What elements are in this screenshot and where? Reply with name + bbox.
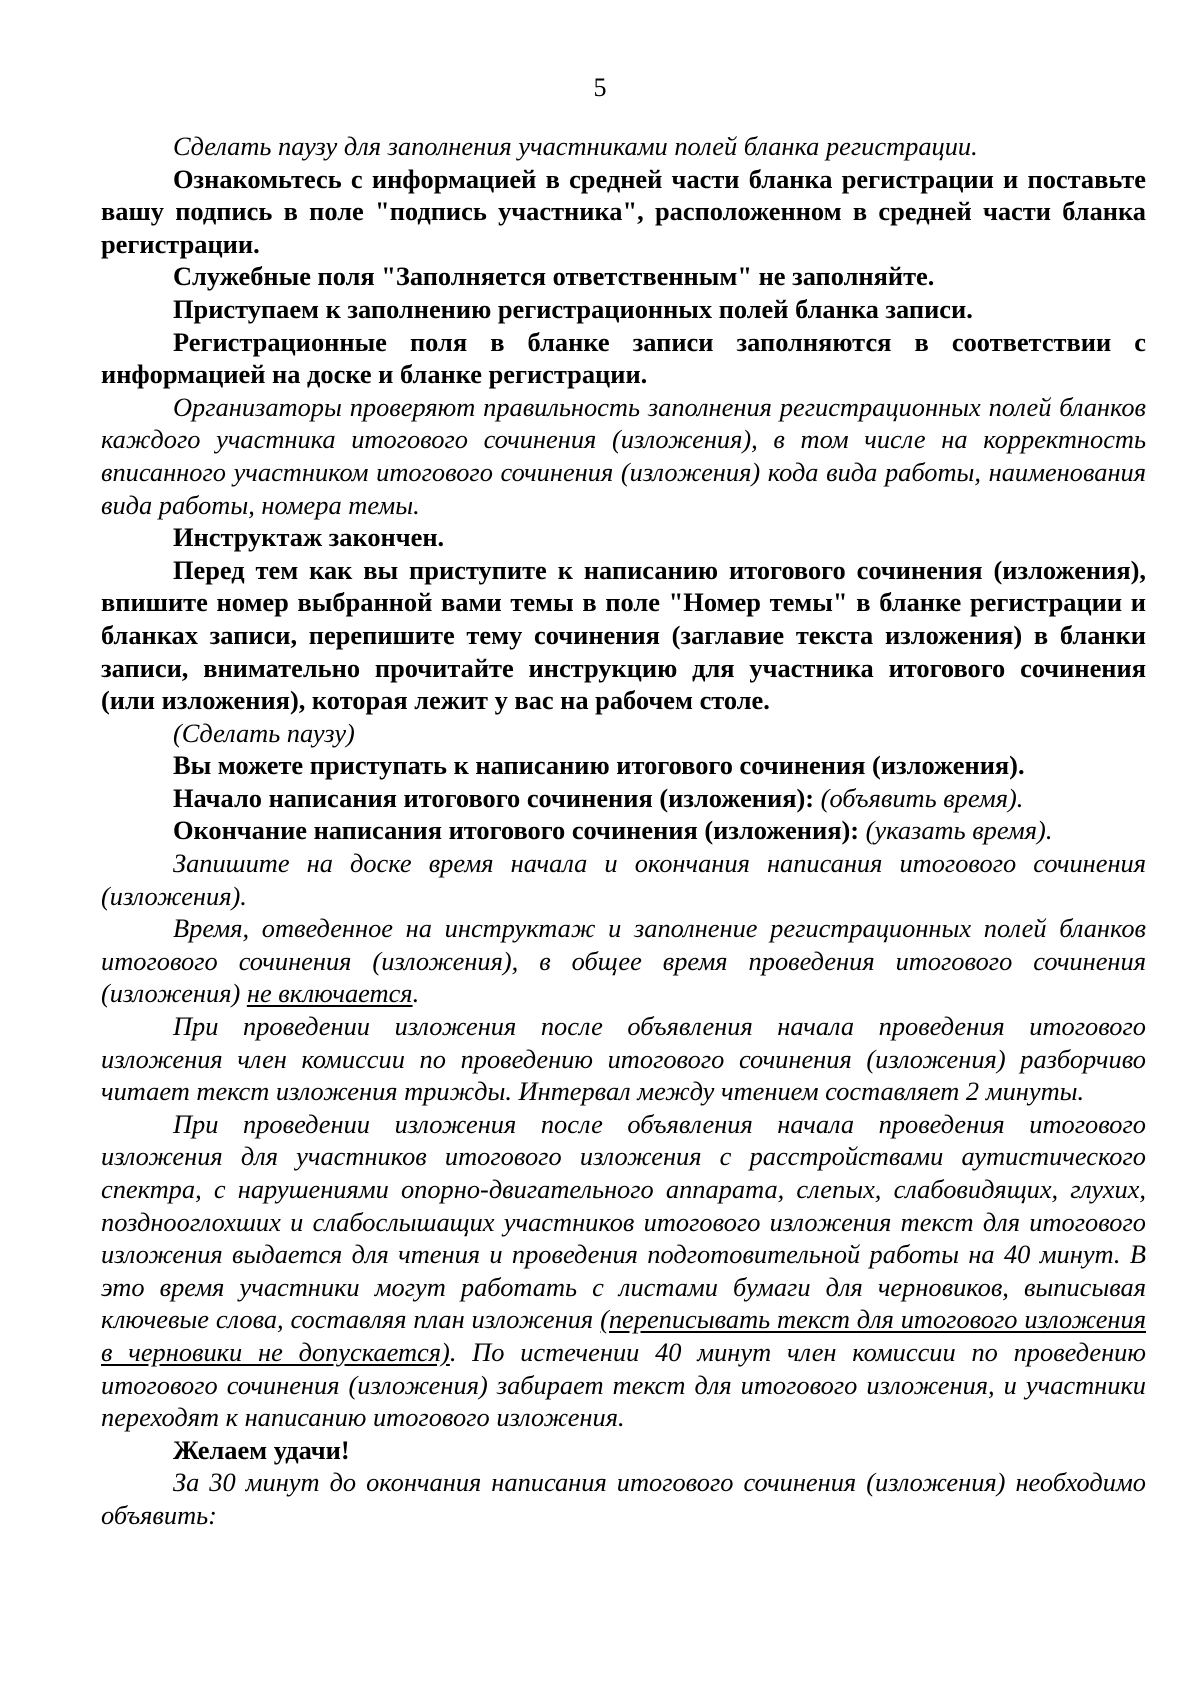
text-segment: Приступаем к заполнению регистрационных полей бланка записи. [173, 293, 973, 324]
paragraph [101, 293, 1146, 326]
paragraph [101, 1010, 1146, 1108]
text-segment: При проведении изложения после объявления начала проведения итогового изложения член комиссии по проведению итогового сочинения (изложения) разборчиво читает текст изложения трижды. Интервал между чтением составляет 2 минуты. [101, 1011, 1146, 1107]
paragraph [101, 326, 1146, 391]
paragraph [101, 1108, 1146, 1434]
text-segment: За 30 минут до окончания написания итогового сочинения (изложения) необходимо объявить: [101, 1467, 1146, 1530]
document-body [101, 130, 1146, 1532]
paragraph [101, 782, 1146, 815]
paragraph [101, 1434, 1146, 1467]
page-number: 5 [593, 73, 607, 102]
text-segment: Перед тем как вы приступите к написанию итогового сочинения (изложения), впишите номер выбранной вами темы в поле "Номер темы" в бланке регистрации и бланках записи, перепишите тему сочинения (заглавие текста изложения) в бланки записи, внимательно прочитайте инструкцию для участника итогового сочинения (или изложения), которая лежит у вас на рабочем столе. [101, 554, 1146, 716]
paragraph [101, 912, 1146, 1010]
text-segment: . По истечении 40 минут член комиссии по проведению итогового сочинения (изложения) забирает текст для итогового изложения, и участники переходят к написанию итогового изложения. [101, 1336, 1146, 1433]
text-segment: Окончание написания итогового сочинения (изложения): [173, 815, 866, 846]
paragraph [101, 554, 1146, 717]
text-segment: Инструктаж закончен. [173, 522, 445, 553]
text-segment: Ознакомьтесь с информацией в средней части бланка регистрации и поставьте вашу подпись в поле "подпись участника", расположенном в средней части бланка регистрации. [101, 163, 1146, 259]
text-segment: Время, отведенное на инструктаж и заполнение регистрационных полей бланков итогового сочинения (изложения), в общее время проведения итогового сочинения (изложения) [101, 913, 1146, 1009]
text-segment: (объявить время). [820, 782, 1024, 813]
underlined-text: не включается [246, 978, 413, 1009]
text-segment: (указать время). [865, 815, 1053, 846]
paragraph [101, 847, 1146, 912]
text-segment: Сделать паузу для заполнения участниками полей бланка регистрации. [173, 131, 978, 161]
paragraph [101, 749, 1146, 782]
paragraph [101, 163, 1146, 261]
paragraph [101, 521, 1146, 554]
paragraph [101, 814, 1146, 847]
text-segment: . [412, 978, 420, 1009]
text-segment: Вы можете приступать к написанию итогового сочинения (изложения). [173, 750, 1025, 781]
text-segment: Регистрационные поля в бланке записи заполняются в соответствии с информацией на доске и бланке регистрации. [101, 326, 1146, 390]
text-segment: Начало написания итогового сочинения (изложения): [173, 782, 821, 813]
text-segment: Запишите на доске время начала и окончания написания итогового сочинения (изложения). [101, 848, 1146, 911]
text-segment: (Сделать паузу) [173, 717, 355, 748]
paragraph [101, 391, 1146, 521]
text-segment: Служебные поля "Заполняется ответственным" не заполняйте. [173, 261, 935, 292]
paragraph [101, 130, 1146, 163]
text-segment: Желаем удачи! [173, 1434, 350, 1465]
paragraph [101, 717, 1146, 750]
paragraph [101, 1466, 1146, 1531]
underlined-text: (переписывать текст для итогового изложения в черновики не допускается) [101, 1304, 1146, 1367]
paragraph [101, 260, 1146, 293]
text-segment: Организаторы проверяют правильность заполнения регистрационных полей бланков каждого участника итогового сочинения (изложения), в том числе на корректность вписанного участником итогового сочинения (изложения) кода вида работы, наименования вида работы, номера темы. [101, 391, 1146, 520]
text-segment: При проведении изложения после объявления начала проведения итогового изложения для участников итогового изложения с расстройствами аутистического спектра, с нарушениями опорно-двигательного аппарата, слепых, слабовидящих, глухих, позднооглохших и слабослышащих участников итогового изложения текст для итогового изложения выдается для чтения и проведения подготовительной работы на 40 минут. В это время участники могут работать с листами бумаги для черновиков, выписывая ключевые слова, составляя план изложения [101, 1108, 1146, 1335]
